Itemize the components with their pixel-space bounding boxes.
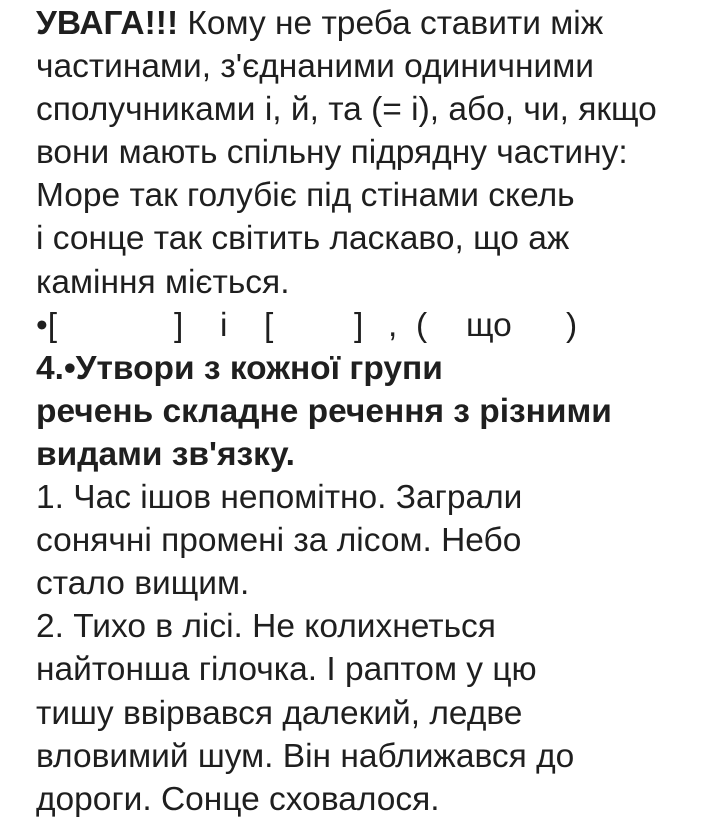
group1-line-2: сонячні промені за лісом. Небо — [36, 522, 522, 560]
scheme-close-bracket-2: ] — [354, 306, 364, 344]
document-page — [36, 0, 712, 821]
task-heading-1: 4.•Утвори з кожної групи — [36, 349, 443, 387]
attention-label: УВАГА!!! — [36, 5, 179, 42]
scheme-conjunction: і — [220, 306, 228, 344]
scheme-close-paren: ) — [566, 306, 578, 344]
group1-line-1: 1. Час ішов непомітно. Заграли — [36, 479, 523, 517]
scheme-open-paren: ( — [416, 306, 428, 344]
example-line-3: каміння міється. — [36, 263, 290, 301]
example-line-2: і сонце так світить ласкаво, що аж — [36, 220, 570, 258]
example-line-1: Море так голубіє під стінами скель — [36, 177, 575, 215]
note-line-2: частинами, з'єднаними одиничними — [36, 48, 594, 86]
note-line-3: сполучниками і, й, та (= і), або, чи, якщо — [36, 91, 657, 129]
scheme-comma: , — [388, 306, 398, 344]
scheme-close-bracket-1: ] — [174, 306, 184, 344]
task-heading-3: видами зв'язку. — [36, 435, 295, 473]
note-line-1 — [36, 2, 712, 45]
group2-line-4: вловимий шум. Він наближався до — [36, 737, 575, 775]
sentence-scheme — [36, 304, 712, 347]
group2-line-3: тишу ввірвався далекий, ледве — [36, 694, 523, 732]
group2-line-1: 2. Тихо в лісі. Не колихнеться — [36, 608, 496, 646]
task-heading-2: речень складне речення з різними — [36, 392, 612, 430]
scheme-open-bracket-2: [ — [264, 306, 274, 344]
note-line-1-text: Кому не треба ставити між — [178, 5, 604, 42]
group2-line-5: дороги. Сонце сховалося. — [36, 780, 440, 818]
scheme-bullet-bracket: •[ — [36, 306, 58, 344]
scheme-word: що — [466, 306, 512, 344]
group2-line-2: найтонша гілочка. І раптом у цю — [36, 651, 537, 689]
note-line-4: вони мають спільну підрядну частину: — [36, 134, 628, 172]
group1-line-3: стало вищим. — [36, 565, 250, 603]
